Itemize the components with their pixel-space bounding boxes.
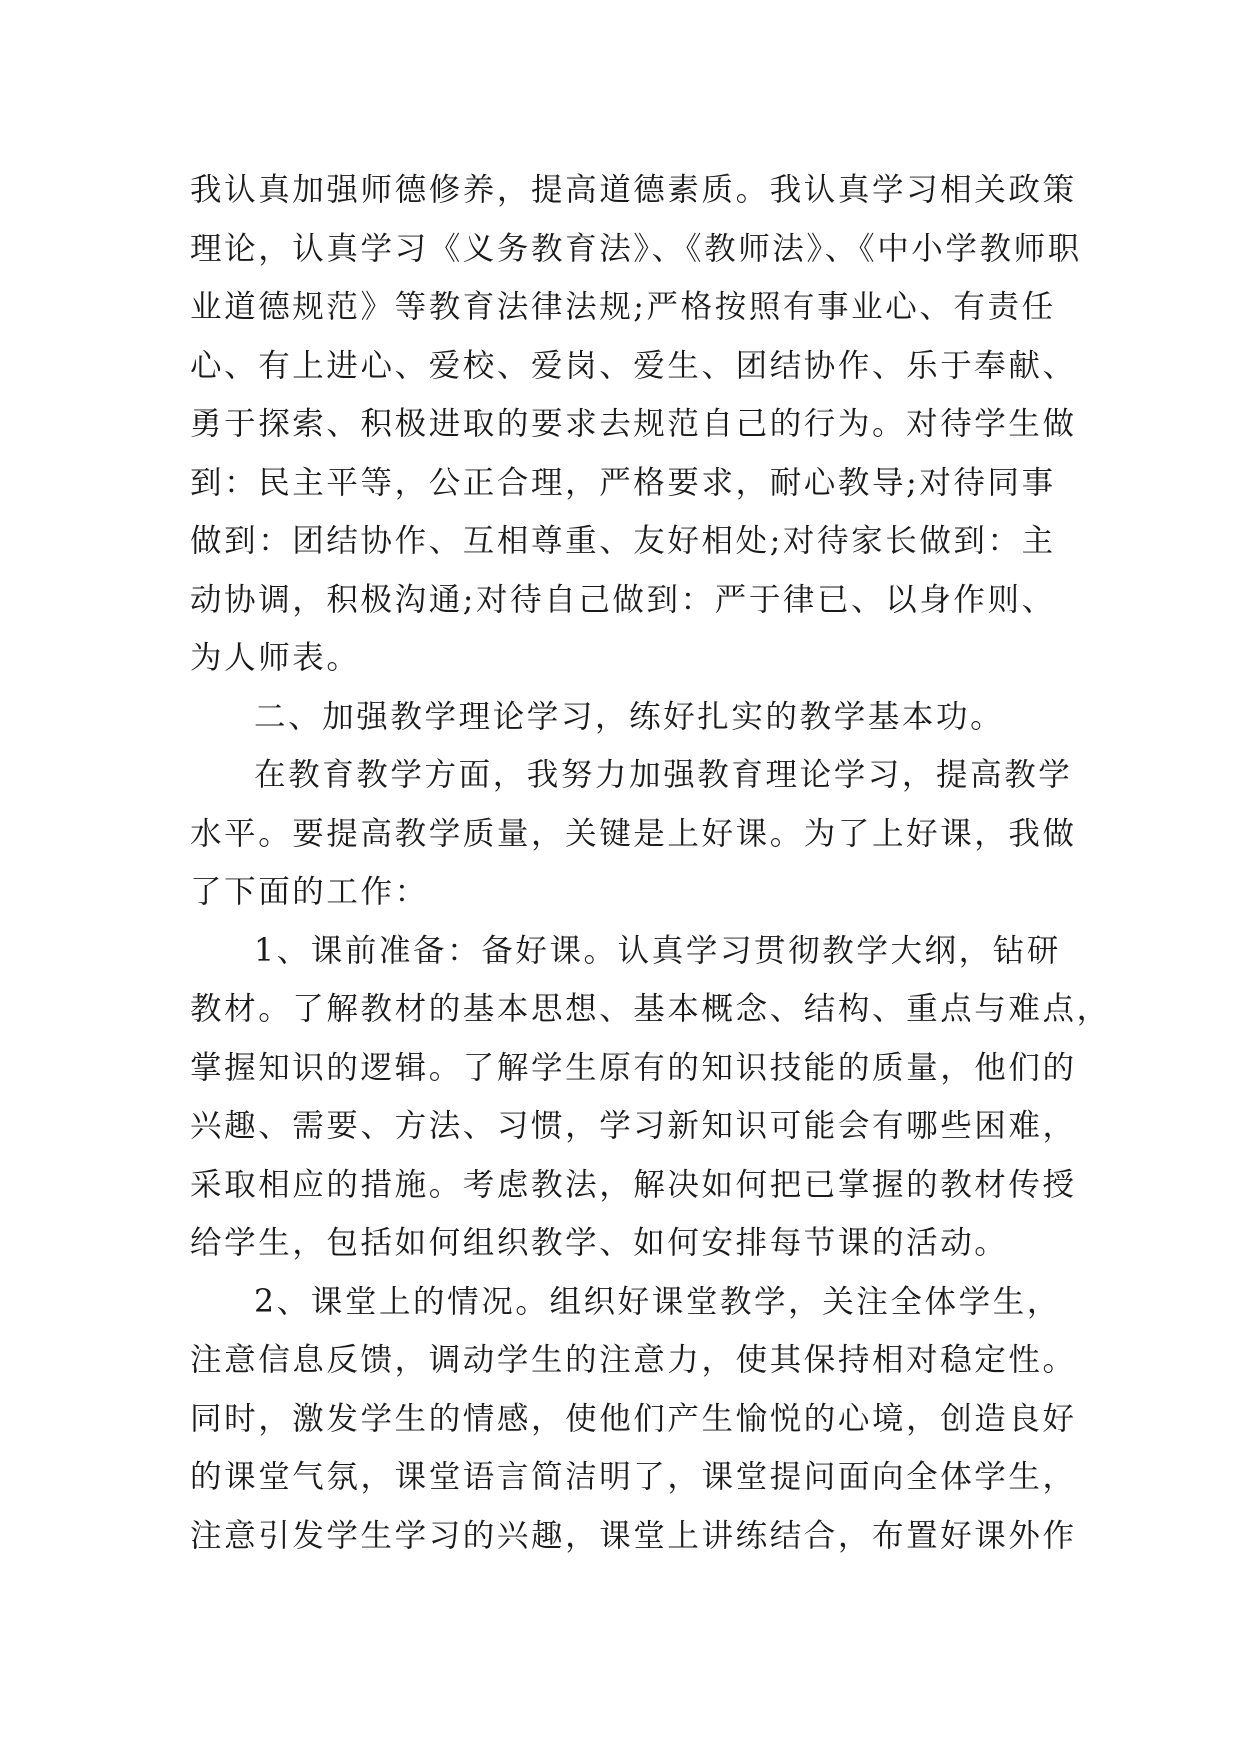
text-line: 到：民主平等，公正合理，严格要求，耐心教导;对待同事	[190, 464, 1056, 501]
text-line: 教材。了解教材的基本思想、基本概念、结构、重点与难点，	[190, 991, 1111, 1027]
list-item-heading: 1、课前准备：备好课。认真学习贯彻教学大纲，钻研	[254, 932, 1061, 969]
text-line: 的课堂气氛，课堂语言简洁明了，课堂提问面向全体学生，	[190, 1459, 1077, 1495]
text-line: 了下面的工作：	[190, 874, 429, 910]
text-line: 注意引发学生学习的兴趣，课堂上讲练结合，布置好课外作	[190, 1517, 1077, 1554]
text-line: 做到：团结协作、互相尊重、友好相处;对待家长做到：主	[190, 523, 1056, 559]
text-line: 为人师表。	[190, 640, 361, 676]
text-line: 掌握知识的逻辑。了解学生原有的知识技能的质量，他们的	[190, 1049, 1077, 1086]
text-line: 勇于探索、积极进取的要求去规范自己的行为。对待学生做	[190, 406, 1077, 442]
text-line: 兴趣、需要、方法、习惯，学习新知识可能会有哪些困难，	[190, 1108, 1077, 1144]
section-heading: 二、加强教学理论学习，练好扎实的教学基本功。	[254, 698, 1005, 735]
text-line: 动协调，积极沟通;对待自己做到：严于律已、以身作则、	[190, 581, 1056, 618]
text-line: 业道德规范》等教育法律法规;严格按照有事业心、有责任	[190, 289, 1056, 325]
text-line: 心、有上进心、爱校、爱岗、爱生、团结协作、乐于奉献、	[190, 347, 1077, 384]
text-line: 水平。要提高教学质量，关键是上好课。为了上好课，我做	[190, 815, 1077, 852]
text-line: 理论，认真学习《义务教育法》、《教师法》、《中小学教师职	[190, 230, 1082, 267]
text-line: 给学生，包括如何组织教学、如何安排每节课的活动。	[190, 1225, 1009, 1261]
text-line: 采取相应的措施。考虑教法，解决如何把已掌握的教材传授	[190, 1166, 1077, 1203]
text-line: 注意信息反馈，调动学生的注意力，使其保持相对稳定性。	[190, 1342, 1077, 1378]
text-line: 在教育教学方面，我努力加强教育理论学习，提高教学	[254, 757, 1073, 793]
list-item-heading: 2、课堂上的情况。组织好课堂教学，关注全体学生，	[254, 1283, 1061, 1320]
body-text	[190, 161, 1111, 1565]
text-line: 我认真加强师德修养，提高道德素质。我认真学习相关政策	[190, 172, 1077, 208]
text-line: 同时，激发学生的情感，使他们产生愉悦的心境，创造良好	[190, 1400, 1077, 1437]
